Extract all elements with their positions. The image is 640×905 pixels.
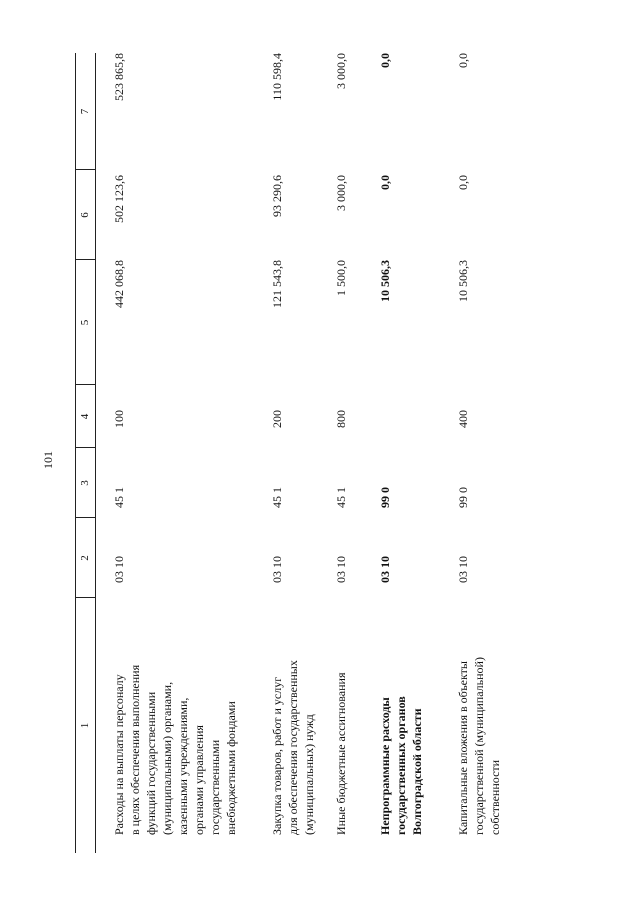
row-section: 03 10 bbox=[270, 556, 284, 583]
row-col5: 121 543,8 bbox=[270, 260, 284, 308]
header-col-6: 6 bbox=[79, 212, 91, 218]
row-col7: 0,0 bbox=[456, 53, 470, 68]
row-name: Иные бюджетные ассигнования bbox=[334, 672, 348, 835]
row-section: 03 10 bbox=[378, 556, 392, 583]
row-col6: 0,0 bbox=[378, 175, 392, 190]
row-name: Закупка товаров, работ и услуг для обеспечения государственных (муниципальных) нужд bbox=[270, 660, 316, 835]
row-type: 200 bbox=[270, 410, 284, 428]
row-target: 99 0 bbox=[456, 487, 470, 508]
header-col-4: 4 bbox=[79, 413, 91, 420]
row-name: Расходы на выплаты персоналу в целях обеспечения выполнения функций государственными (муниципальными) органами, казенными учреждениями, органами управления государственными внебюджетными фондами bbox=[112, 664, 238, 835]
row-target: 45 1 bbox=[270, 487, 284, 508]
row-col7: 523 865,8 bbox=[112, 53, 126, 101]
row-section: 03 10 bbox=[456, 556, 470, 583]
row-col5: 10 506,3 bbox=[378, 260, 392, 302]
row-name: Капитальные вложения в объекты государственной (муниципальной) собственности bbox=[456, 657, 502, 835]
budget-table-rotated bbox=[75, 53, 502, 853]
header-col-7: 7 bbox=[79, 108, 91, 115]
row-col7: 110 598,4 bbox=[270, 53, 284, 101]
row-col7: 0,0 bbox=[378, 53, 392, 68]
row-col5: 1 500,0 bbox=[334, 260, 348, 296]
row-target: 45 1 bbox=[112, 487, 126, 508]
row-col6: 502 123,6 bbox=[112, 175, 126, 223]
budget-table bbox=[75, 53, 502, 853]
row-col5: 442 068,8 bbox=[112, 260, 126, 308]
row-col5: 10 506,3 bbox=[456, 260, 470, 302]
row-name: Непрограммные расходы государственных органов Волгоградской области bbox=[378, 696, 424, 835]
row-type: 100 bbox=[112, 410, 126, 428]
page-number: 101 bbox=[41, 451, 55, 469]
header-col-5: 5 bbox=[79, 319, 91, 326]
row-col6: 0,0 bbox=[456, 175, 470, 190]
row-type: 800 bbox=[334, 410, 348, 428]
header-col-1: 1 bbox=[79, 722, 91, 729]
row-target: 99 0 bbox=[378, 487, 392, 508]
row-col7: 3 000,0 bbox=[334, 53, 348, 89]
header-col-3: 3 bbox=[79, 480, 91, 486]
row-col6: 3 000,0 bbox=[334, 175, 348, 211]
row-section: 03 10 bbox=[334, 556, 348, 583]
row-type: 400 bbox=[456, 410, 470, 428]
header-bottom-border bbox=[95, 53, 96, 853]
row-target: 45 1 bbox=[334, 487, 348, 508]
row-section: 03 10 bbox=[112, 556, 126, 583]
header-col-2: 2 bbox=[79, 555, 91, 561]
row-col6: 93 290,6 bbox=[270, 175, 284, 217]
